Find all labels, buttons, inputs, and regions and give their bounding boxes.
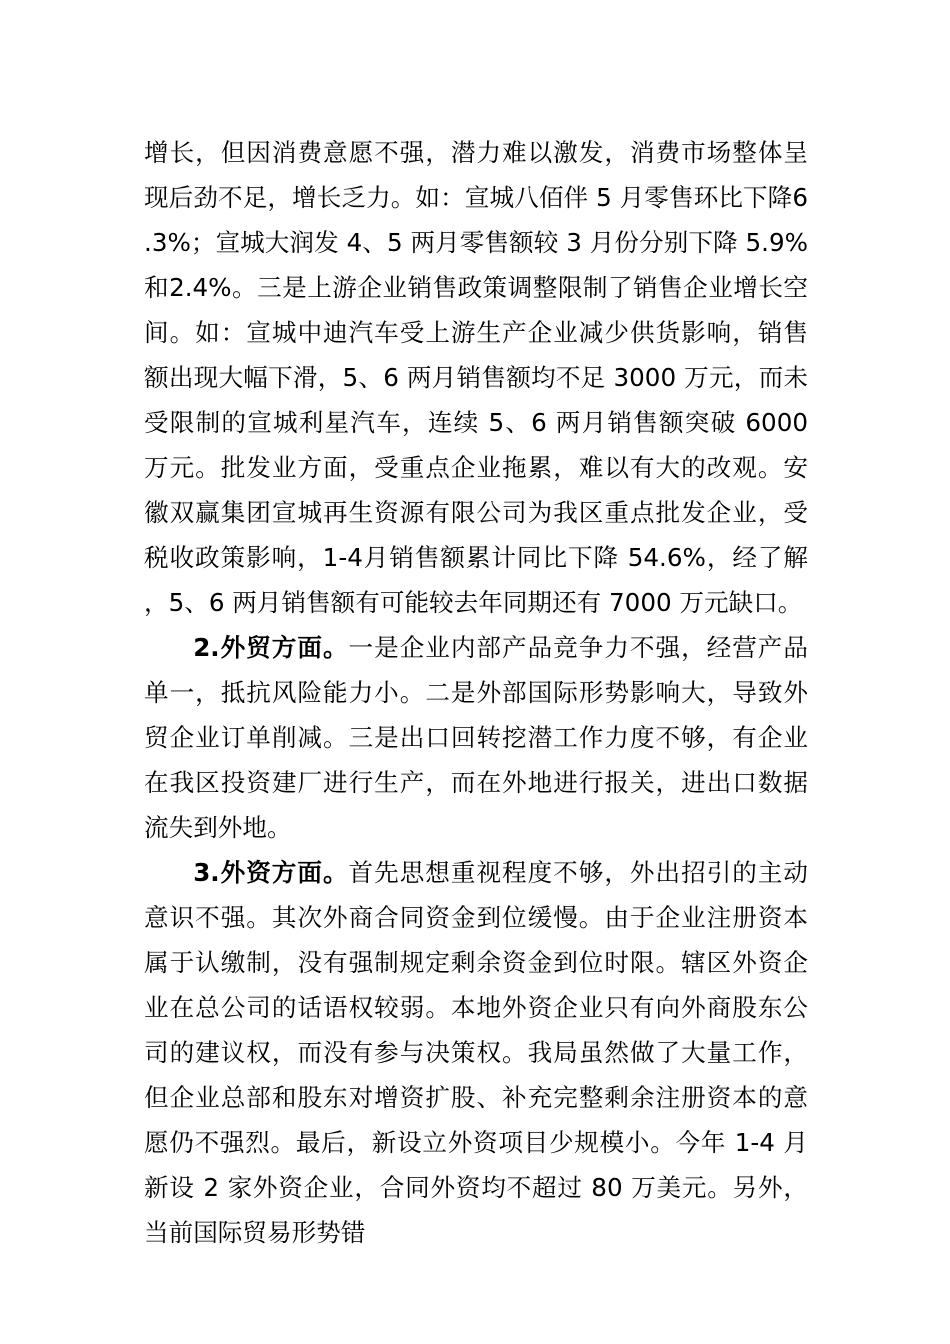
paragraph-foreign-trade	[144, 625, 808, 850]
paragraph-text: 增长，但因消费意愿不强，潜力难以激发，消费市场整体呈现后劲不足，增长乏力。如：宣城八佰伴 5 月零售环比下降6.3%；宣城大润发 4、5 两月零售额较 3 月份分别下降 5.9%和2.4%。三是上游企业销售政策调整限制了销售企业增长空间。如：宣城中迪汽车受上游生产企业减少供货影响，销售额出现大幅下滑，5、6 两月销售额均不足 3000 万元，而未受限制的宣城利星汽车，连续 5、6 两月销售额突破 6000 万元。批发业方面，受重点企业拖累，难以有大的改观。安徽双赢集团宣城再生资源有限公司为我区重点批发企业，受税收政策影响，1-4月销售额累计同比下降 54.6%，经了解，5、6 两月销售额有可能较去年同期还有 7000 万元缺口。	[144, 138, 808, 617]
document-body	[144, 130, 808, 1255]
paragraph-foreign-investment	[144, 850, 808, 1255]
paragraph-text: 首先思想重视程度不够，外出招引的主动意识不强。其次外商合同资金到位缓慢。由于企业注册资本属于认缴制，没有强制规定剩余资金到位时限。辖区外资企业在总公司的话语权较弱。本地外资企业只有向外商股东公司的建议权，而没有参与决策权。我局虽然做了大量工作，但企业总部和股东对增资扩股、补充完整剩余注册资本的意愿仍不强烈。最后，新设立外资项目少规模小。今年 1-4 月新设 2 家外资企业，合同外资均不超过 80 万美元。另外，当前国际贸易形势错	[144, 858, 808, 1247]
section-heading-foreign-trade: 2.外贸方面。	[193, 633, 349, 662]
section-heading-foreign-investment: 3.外资方面。	[193, 858, 349, 887]
paragraph-text: 一是企业内部产品竞争力不强，经营产品单一，抵抗风险能力小。二是外部国际形势影响大，导致外贸企业订单削减。三是出口回转挖潜工作力度不够，有企业在我区投资建厂进行生产，而在外地进行报关，进出口数据流失到外地。	[144, 633, 808, 842]
paragraph-retail-continuation	[144, 130, 808, 625]
